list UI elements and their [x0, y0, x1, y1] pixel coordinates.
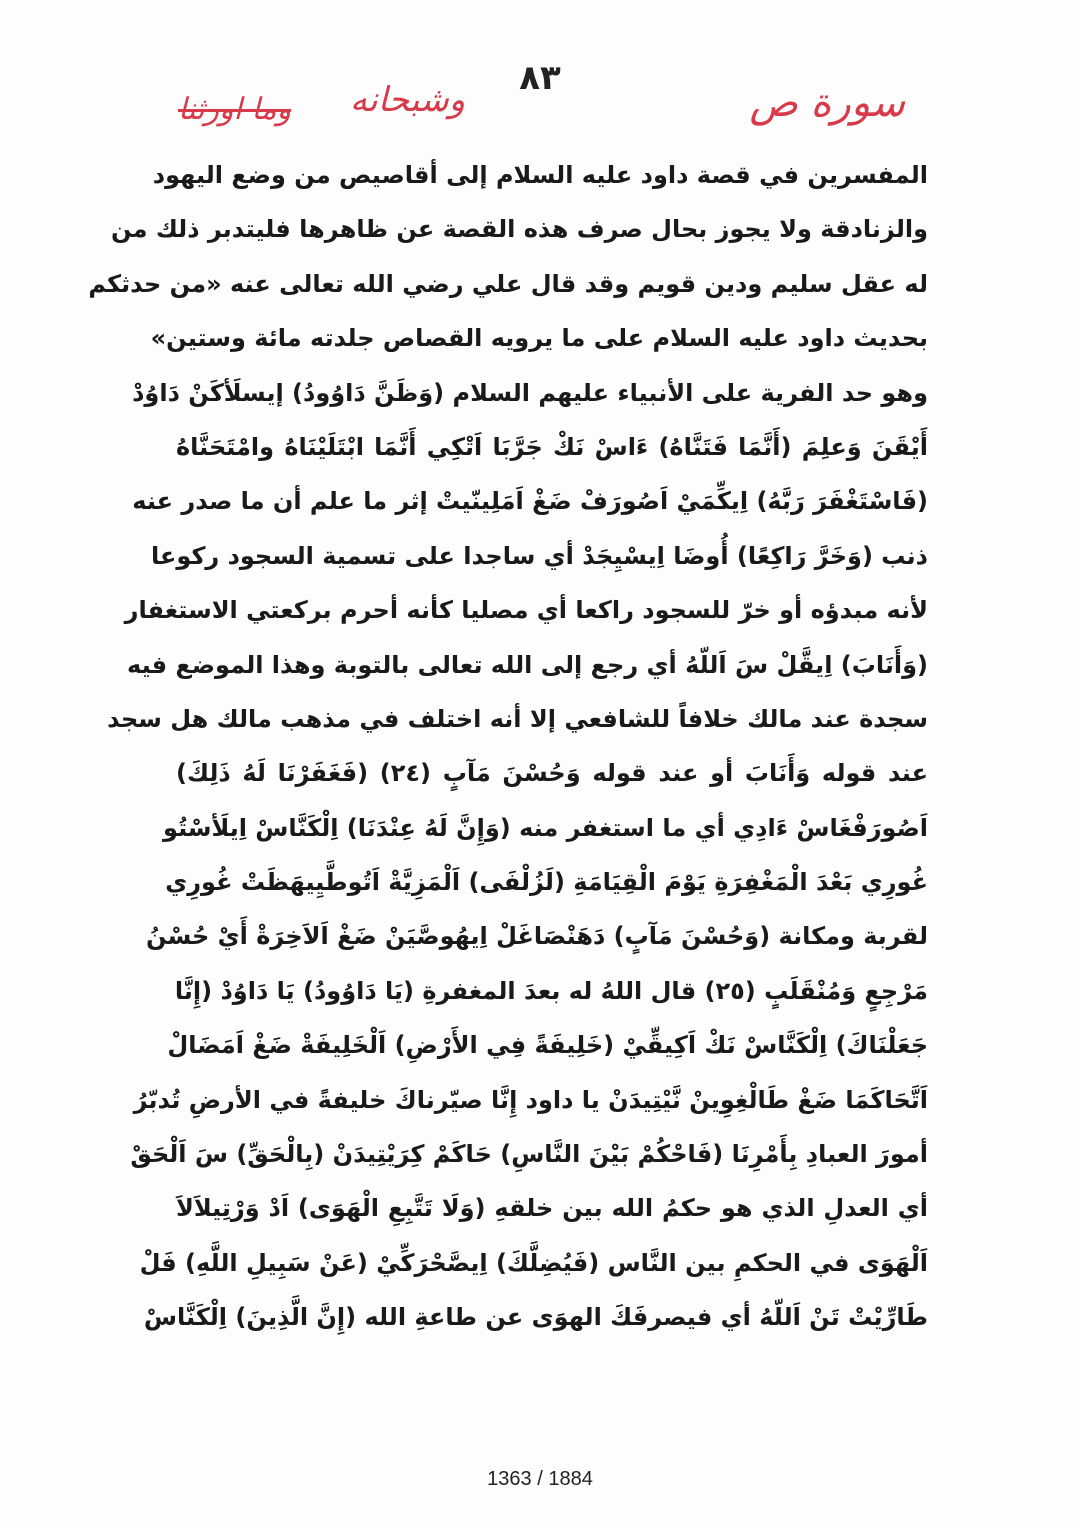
- text-line: جَعَلْنَاكَ) اِلْكَنَّاسْ نَكْ اَكِيقِّيْ (خَلِيفَةً فِي الأَرْضِ) اَلْخَلِيفَةْ ضَغْ اَمَضَالْ: [167, 1031, 928, 1060]
- text-line: لأنه مبدؤه أو خرّ للسجود راكعا أي مصليا كأنه أحرم بركعتي الاستغفار: [124, 596, 928, 625]
- text-line: أمورَ العبادِ بِأَمْرِنَا (فَاحْكُمْ بَيْنَ النَّاسِ) حَاكَمْ كِرَيْتِيدَنْ (بِالْحَقِّ) سَ اَلْحَقْ: [130, 1140, 928, 1169]
- text-line: له عقل سليم ودين قويم وقد قال علي رضي الله تعالى عنه «من حدثكم: [88, 269, 928, 298]
- text-line: ذنب (وَخَرَّ رَاكِعًا) أُوضَا اِيسْيِجَدْ أي ساجدا على تسمية السجود ركوعا: [150, 541, 928, 570]
- text-line: وهو حد الفرية على الأنبياء عليهم السلام (وَظَنَّ دَاوُودُ) إيسلَأكَنْ دَاوُدْ: [132, 378, 928, 407]
- text-line: المفسرين في قصة داود عليه السلام إلى أقاصيص من وضع اليهود: [152, 161, 928, 189]
- handwritten-middle-note: وشبحانه: [350, 80, 466, 120]
- text-line: بحديث داود عليه السلام على ما يرويه القصاص جلدته مائة وستين»: [150, 324, 928, 353]
- text-line: عند قوله وَأَنَابَ أو عند قوله وَحُسْنَ مَآبٍ (٢٤) (فَغَفَرْنَا لَهُ ذَلِكَ): [176, 759, 929, 788]
- text-line: أَيْقَنَ وَعلِمَ (أَنَّمَا فَتَنَّاهُ) ءَاسْ نَكْ جَرَّبَا اَتْكِي أَنَّمَا ابْتَلَيْنَاهُ وامْتَحَنَّاهُ: [176, 432, 928, 461]
- text-line: لقربة ومكانة (وَحُسْنَ مَآبٍ) دَهَنْصَاغَلْ اِيهُوصَّيَنْ ضَغْ اَلاَخِرَةْ أَيْ حُسْنُ: [145, 922, 928, 951]
- text-line: مَرْجِعٍ وَمُنْقَلَبٍ (٢٥) قال اللهُ له بعدَ المغفرةِ (يَا دَاوُودُ) يَا دَاوُدْ (إِنَّا: [174, 976, 928, 1005]
- text-line: اَتَّحَاكَمَا ضَغْ طَالْغِوِينْ نَّيْتِيدَنْ يا داود إِنَّا صيّرناكَ خليفةً في الأرضِ تُدبّرُ: [133, 1085, 928, 1114]
- handwritten-surah-note: سورة ص: [749, 80, 905, 126]
- text-line: طَارِّيْتْ تَنْ اَللّهُ أي فيصرفَكَ الهوَى عن طاعةِ الله (إِنَّ الَّذِينَ) اِلْكَنَّاسْ: [143, 1303, 928, 1332]
- text-line: اَصُورَفْغَاسْ ءَادِي أي ما استغفر منه (وَإِنَّ لَهُ عِنْدَنَا) اِلْكَنَّاسْ اِيلَأسْتُو: [163, 813, 928, 842]
- page-counter: 1363 / 1884: [487, 1468, 593, 1490]
- text-line: (وَأَنَابَ) اِيقَّلْ سَ اَللّهُ أي رجع إلى الله تعالى بالتوبة وهذا الموضع فيه: [127, 650, 928, 679]
- text-line: اَلْهَوَى في الحكمِ بين النَّاس (فَيُضِلَّكَ) اِيصَّحْرَكِّيْ (عَنْ سَبِيلِ اللَّهِ) فَلْ: [139, 1248, 928, 1277]
- body-text: [88, 148, 929, 1345]
- text-line: غُورِي بَعْدَ الْمَغْفِرَةِ يَوْمَ الْقِيَامَةِ (لَزُلْفَى) اَلْمَزِيَّةْ اَتُوطَّيِيهَظَتْ غُورِي: [165, 868, 928, 897]
- text-line: سجدة عند مالك خلافاً للشافعي إلا أنه اختلف في مذهب مالك هل سجد: [107, 704, 928, 733]
- page-number: ٨٣: [519, 58, 561, 98]
- text-line: والزنادقة ولا يجوز بحال صرف هذه القصة عن ظاهرها فليتدبر ذلك من: [111, 215, 928, 244]
- text-line: أي العدلِ الذي هو حكمُ الله بين خلقهِ (وَلَا تَتَّبِعِ الْهَوَى) اَدْ وَرْتِيلاَلاَ: [176, 1194, 928, 1223]
- text-line: (فَاسْتَغْفَرَ رَبَّهُ) اِيكِّمَيْ اَصُورَفْ ضَغْ اَمَلِينّيتْ إثر ما علم أن ما صدر عنه: [132, 487, 928, 516]
- handwritten-left-note: وما اورثنا: [178, 92, 292, 127]
